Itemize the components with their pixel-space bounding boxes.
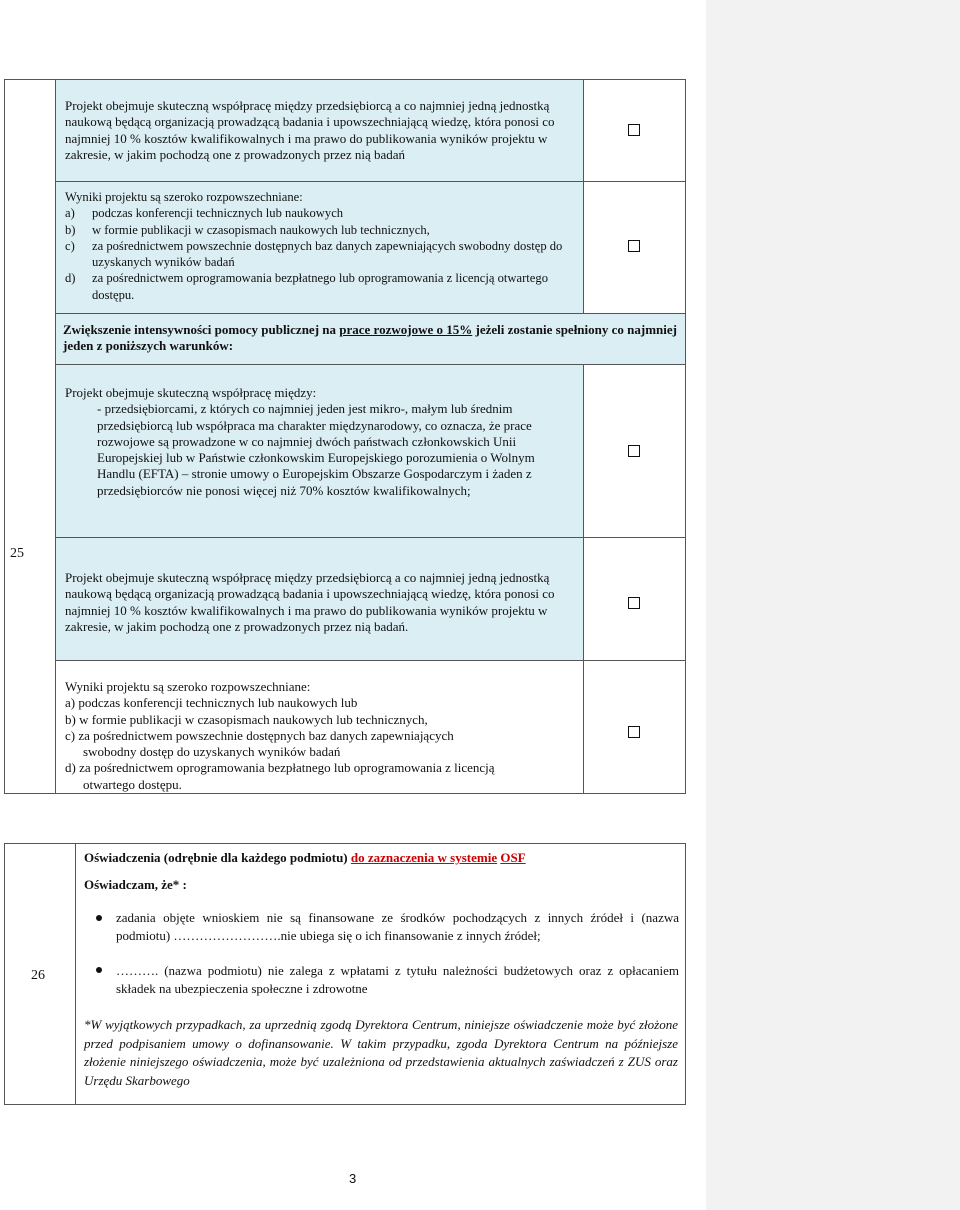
page-number: 3 xyxy=(349,1171,357,1186)
list-item: c) za pośrednictwem powszechnie dostępnych baz danych zapewniających xyxy=(65,727,454,743)
row25-item5-checkbox[interactable] xyxy=(628,726,640,738)
row26-number: 26 xyxy=(31,968,45,983)
row26-bullet-1: zadania objęte wnioskiem nie są finansowane ze środków pochodzących z innych źródeł i (nazwa podmiotu) …………………….nie ubiega się o ich finansowanie z innych źródeł; xyxy=(116,910,679,943)
row25-header-text: Zwiększenie intensywności pomocy publicznej na prace rozwojowe o 15% jeżeli zostanie spełniony co najmniej jeden z poniższych warunków: xyxy=(63,322,677,354)
list-item: a) podczas konferencji technicznych lub naukowych lub xyxy=(65,695,358,711)
row25-item2-list xyxy=(65,205,575,303)
row26-footnote: *W wyjątkowych przypadkach, za uprzednią zgodą Dyrektora Centrum, niniejsze oświadczenie może być złożone przed podpisaniem umowy o dofinansowanie. W takim przypadku, zgoda Dyrektora Centrum na późniejsze złożenie niniejszego oświadczenia, może być uzależniona od przedstawienia aktualnych zaświadczeń z ZUS oraz Urzędu Skarbowego xyxy=(84,1017,678,1088)
row25-item3-block xyxy=(65,385,571,499)
row25-number: 25 xyxy=(10,546,24,561)
bullet-icon xyxy=(96,915,102,921)
row26-title: Oświadczenia (odrębnie dla każdego podmiotu) do zaznaczenia w systemie OSF xyxy=(84,850,526,865)
list-item: d) za pośrednictwem oprogramowania bezpłatnego lub oprogramowania z licencją xyxy=(65,760,495,776)
bullet-icon xyxy=(96,967,102,973)
row25-item4-text: Projekt obejmuje skuteczną współpracę między przedsiębiorcą a co najmniej jedną jednostką naukową będącą organizacją prowadzącą badania i upowszechniającą wiedzę, która ponosi co najmniej 10 % kosztów kwalifikowalnych i ma prawo do publikowania wyników projektu w zakresie, w jakim pochodzą one z prowadzonych przez nią badań. xyxy=(65,570,555,634)
list-item: swobodny dostęp do uzyskanych wyników badań xyxy=(83,744,341,760)
row25-item1-checkbox[interactable] xyxy=(628,124,640,136)
row25-item5-intro: Wyniki projektu są szeroko rozpowszechniane: xyxy=(65,679,311,694)
row25-item3-intro: Projekt obejmuje skuteczną współpracę między: xyxy=(65,385,317,400)
row25-item5-block xyxy=(65,679,580,793)
list-item: c) za pośrednictwem powszechnie dostępnych baz danych zapewniających swobodny dostęp do uzyskanych wyników badań xyxy=(65,238,563,270)
row25-item4-checkbox[interactable] xyxy=(628,597,640,609)
side-panel xyxy=(706,0,960,1210)
row25-item3-checkbox[interactable] xyxy=(628,445,640,457)
row25-item1-text: Projekt obejmuje skuteczną współpracę między przedsiębiorcą a co najmniej jedną jednostką naukową będącą organizacją prowadzącą badania i upowszechniającą wiedzę, która ponosi co najmniej 10 % kosztów kwalifikowalnych i ma prawo do publikowania wyników projektu w zakresie, w jakim pochodzą one z prowadzonych przez nią badań xyxy=(65,98,555,162)
row25-item2-checkbox[interactable] xyxy=(628,240,640,252)
list-item: b) w formie publikacji w czasopismach naukowych lub technicznych, xyxy=(65,222,430,237)
row25-item2-intro: Wyniki projektu są szeroko rozpowszechniane: xyxy=(65,190,303,204)
list-item: d) za pośrednictwem oprogramowania bezpłatnego lub oprogramowania z licencją otwartego dostępu. xyxy=(65,271,548,302)
row25-number-cell xyxy=(4,79,56,794)
row26-bullet-2: ………. (nazwa podmiotu) nie zalega z wpłatami z tytułu należności budżetowych oraz z opłacaniem składek na ubezpieczenia społeczne i zdrowotne xyxy=(116,963,679,996)
list-item: a) podczas konferencji technicznych lub naukowych xyxy=(65,206,344,221)
list-item: otwartego dostępu. xyxy=(83,776,182,792)
list-item: b) w formie publikacji w czasopismach naukowych lub technicznych, xyxy=(65,711,428,727)
row25-item2-block xyxy=(65,189,575,303)
row25-item3-dash-text: - przedsiębiorcami, z których co najmniej jeden jest mikro-, małym lub średnim przedsiębiorcą lub współpraca ma charakter międzynarodowy, co oznacza, że prace rozwojowe są prowadzone w co najmniej dwóch państwach członkowskich Unii Europejskiej lub w Państwie członkowskim Europejskiego porozumienia o Wolnym Handlu (EFTA) – stronie umowy o Europejskim Obszarze Gospodarczym i żaden z przedsiębiorców nie ponosi więcej niż 70% kosztów kwalifikowalnych; xyxy=(97,401,535,498)
row26-subtitle: Oświadczam, że* : xyxy=(84,877,187,892)
